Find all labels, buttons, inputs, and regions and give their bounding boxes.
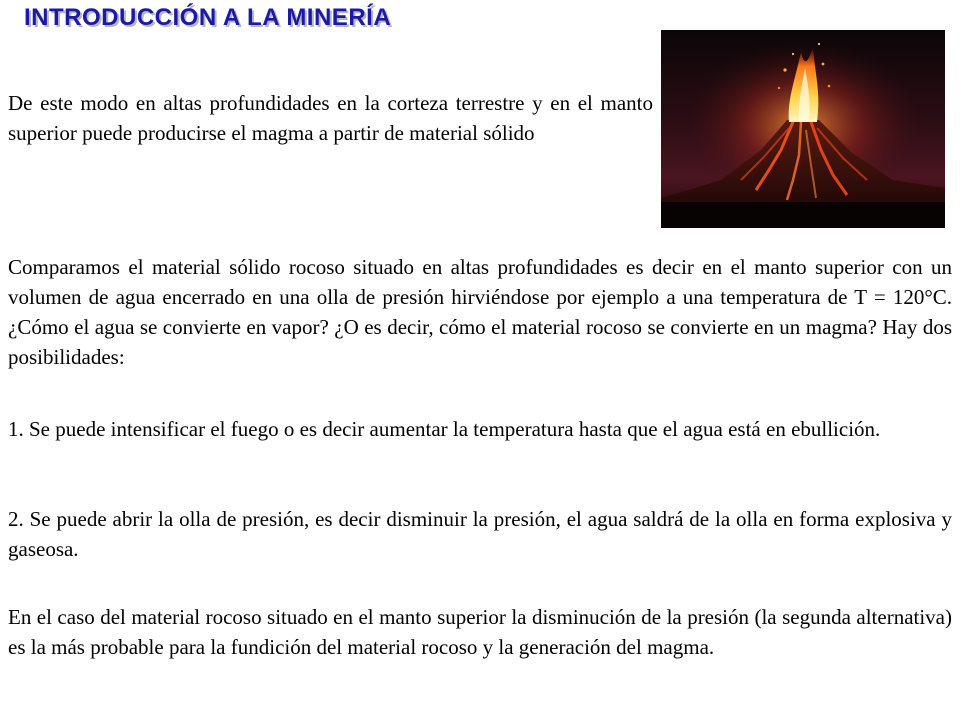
option-1-paragraph: 1. Se puede intensificar el fuego o es decir aumentar la temperatura hasta que el agua está en ebullición.: [8, 417, 881, 441]
page-title: INTRODUCCIÓN A LA MINERÍA: [24, 4, 392, 31]
volcano-image: [661, 30, 945, 228]
intro-paragraph: De este modo en altas profundidades en la corteza terrestre y en el manto superior puede producirse el magma a partir de material sólido: [8, 91, 653, 145]
comparison-paragraph: Comparamos el material sólido rocoso situado en altas profundidades es decir en el manto superior con un volumen de agua encerrado en una olla de presión hirviéndose por ejemplo a una temperatura de T = 120°C. ¿Cómo el agua se convierte en vapor? ¿O es decir, cómo el material rocoso se convierte en un magma? Hay dos posibilidades:: [8, 255, 952, 369]
conclusion-paragraph: En el caso del material rocoso situado en el manto superior la disminución de la presión (la segunda alternativa) es la más probable para la fundición del material rocoso y la generación del magma.: [8, 605, 952, 659]
option-2-paragraph: 2. Se puede abrir la olla de presión, es decir disminuir la presión, el agua saldrá de la olla en forma explosiva y gaseosa.: [8, 507, 952, 561]
